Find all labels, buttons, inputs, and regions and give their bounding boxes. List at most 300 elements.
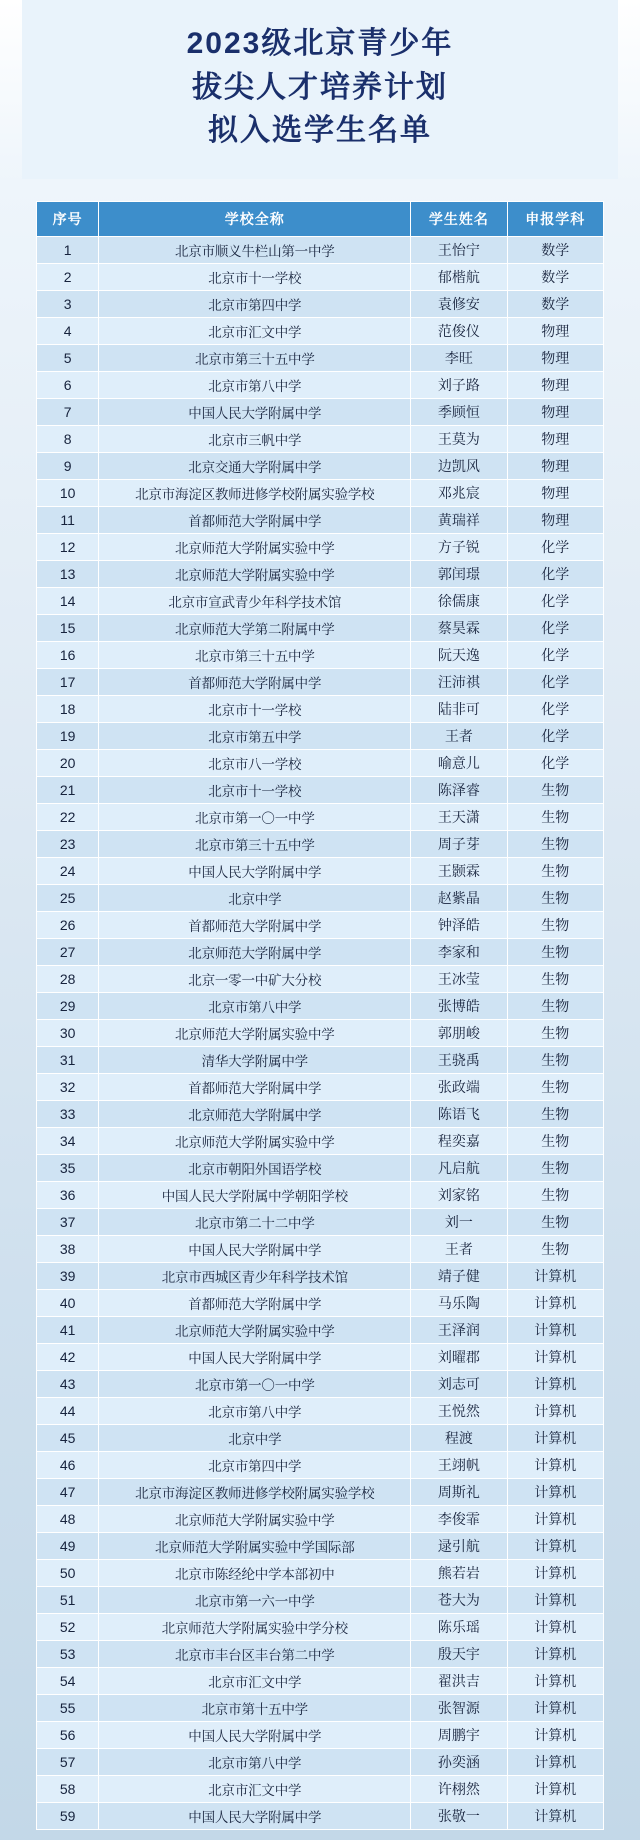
cell-subject: 物理 (507, 506, 603, 533)
cell-subject: 计算机 (507, 1802, 603, 1829)
cell-no: 36 (37, 1181, 99, 1208)
table-row (37, 1721, 604, 1748)
cell-subject: 物理 (507, 425, 603, 452)
cell-school: 北京市十一学校 (99, 263, 411, 290)
cell-subject: 计算机 (507, 1721, 603, 1748)
table-row (37, 506, 604, 533)
cell-school: 中国人民大学附属中学 (99, 1235, 411, 1262)
table-row (37, 479, 604, 506)
cell-subject: 数学 (507, 236, 603, 263)
cell-school: 北京市汇文中学 (99, 317, 411, 344)
cell-subject: 化学 (507, 533, 603, 560)
table-body (37, 236, 604, 1829)
cell-school: 北京师范大学附属实验中学 (99, 560, 411, 587)
table-row (37, 884, 604, 911)
cell-school: 北京师范大学附属实验中学国际部 (99, 1532, 411, 1559)
cell-name: 刘一 (411, 1208, 507, 1235)
cell-no: 19 (37, 722, 99, 749)
cell-name: 王怡宁 (411, 236, 507, 263)
cell-no: 42 (37, 1343, 99, 1370)
cell-subject: 化学 (507, 695, 603, 722)
cell-no: 1 (37, 236, 99, 263)
cell-subject: 生物 (507, 830, 603, 857)
cell-subject: 计算机 (507, 1343, 603, 1370)
cell-no: 14 (37, 587, 99, 614)
table-row (37, 776, 604, 803)
cell-no: 13 (37, 560, 99, 587)
student-list-table-wrapper (36, 201, 604, 1840)
cell-name: 蔡昊霖 (411, 614, 507, 641)
cell-no: 41 (37, 1316, 99, 1343)
cell-school: 北京市海淀区教师进修学校附属实验学校 (99, 479, 411, 506)
cell-school: 北京中学 (99, 1424, 411, 1451)
cell-school: 北京市第四中学 (99, 290, 411, 317)
table-row (37, 1532, 604, 1559)
cell-name: 李家和 (411, 938, 507, 965)
cell-name: 王冰莹 (411, 965, 507, 992)
cell-school: 北京市海淀区教师进修学校附属实验学校 (99, 1478, 411, 1505)
cell-no: 50 (37, 1559, 99, 1586)
cell-name: 张博皓 (411, 992, 507, 1019)
cell-subject: 化学 (507, 722, 603, 749)
table-row (37, 614, 604, 641)
cell-school: 首都师范大学附属中学 (99, 911, 411, 938)
cell-subject: 物理 (507, 479, 603, 506)
cell-subject: 计算机 (507, 1613, 603, 1640)
cell-no: 53 (37, 1640, 99, 1667)
cell-subject: 生物 (507, 857, 603, 884)
title-line-1: 2023级北京青少年 (186, 27, 454, 60)
cell-subject: 计算机 (507, 1424, 603, 1451)
cell-name: 王悦然 (411, 1397, 507, 1424)
cell-no: 33 (37, 1100, 99, 1127)
table-row (37, 1073, 604, 1100)
cell-name: 王骁禹 (411, 1046, 507, 1073)
cell-school: 北京市十一学校 (99, 776, 411, 803)
cell-subject: 计算机 (507, 1505, 603, 1532)
cell-no: 52 (37, 1613, 99, 1640)
table-row (37, 263, 604, 290)
cell-school: 首都师范大学附属中学 (99, 506, 411, 533)
cell-school: 北京市第八中学 (99, 371, 411, 398)
table-row (37, 1019, 604, 1046)
table-row (37, 1667, 604, 1694)
cell-subject: 计算机 (507, 1667, 603, 1694)
table-row (37, 425, 604, 452)
table-row (37, 290, 604, 317)
cell-school: 首都师范大学附属中学 (99, 668, 411, 695)
cell-no: 55 (37, 1694, 99, 1721)
cell-subject: 生物 (507, 776, 603, 803)
cell-subject: 物理 (507, 452, 603, 479)
cell-subject: 化学 (507, 749, 603, 776)
cell-school: 北京交通大学附属中学 (99, 452, 411, 479)
cell-school: 中国人民大学附属中学 (99, 1343, 411, 1370)
cell-school: 北京师范大学附属实验中学分校 (99, 1613, 411, 1640)
column-header-no: 序号 (37, 201, 99, 236)
cell-name: 陈泽睿 (411, 776, 507, 803)
title-card (22, 0, 618, 179)
cell-subject: 生物 (507, 938, 603, 965)
cell-subject: 化学 (507, 668, 603, 695)
table-row (37, 1424, 604, 1451)
cell-school: 北京市第八中学 (99, 992, 411, 1019)
table-row (37, 857, 604, 884)
cell-no: 59 (37, 1802, 99, 1829)
table-row (37, 1370, 604, 1397)
cell-name: 翟洪吉 (411, 1667, 507, 1694)
table-row (37, 749, 604, 776)
table-row (37, 236, 604, 263)
cell-name: 喻意儿 (411, 749, 507, 776)
table-row (37, 938, 604, 965)
cell-name: 程奕嘉 (411, 1127, 507, 1154)
cell-school: 北京市第二十二中学 (99, 1208, 411, 1235)
cell-name: 徐儒康 (411, 587, 507, 614)
cell-subject: 生物 (507, 1154, 603, 1181)
cell-school: 北京市第十五中学 (99, 1694, 411, 1721)
table-row (37, 1316, 604, 1343)
table-row (37, 533, 604, 560)
cell-no: 43 (37, 1370, 99, 1397)
cell-subject: 生物 (507, 911, 603, 938)
cell-subject: 计算机 (507, 1640, 603, 1667)
cell-subject: 生物 (507, 1073, 603, 1100)
cell-no: 37 (37, 1208, 99, 1235)
table-row (37, 1586, 604, 1613)
cell-no: 11 (37, 506, 99, 533)
cell-subject: 计算机 (507, 1397, 603, 1424)
cell-subject: 计算机 (507, 1559, 603, 1586)
cell-subject: 生物 (507, 803, 603, 830)
cell-no: 46 (37, 1451, 99, 1478)
cell-name: 王天潇 (411, 803, 507, 830)
column-header-school: 学校全称 (99, 201, 411, 236)
cell-subject: 计算机 (507, 1316, 603, 1343)
cell-no: 57 (37, 1748, 99, 1775)
cell-no: 5 (37, 344, 99, 371)
cell-school: 中国人民大学附属中学 (99, 857, 411, 884)
cell-school: 北京师范大学附属实验中学 (99, 1316, 411, 1343)
cell-subject: 生物 (507, 1127, 603, 1154)
cell-subject: 物理 (507, 371, 603, 398)
cell-no: 12 (37, 533, 99, 560)
table-row (37, 371, 604, 398)
table-row (37, 1451, 604, 1478)
cell-school: 北京市宣武青少年科学技术馆 (99, 587, 411, 614)
cell-school: 北京市第三十五中学 (99, 641, 411, 668)
cell-subject: 生物 (507, 884, 603, 911)
cell-school: 北京市朝阳外国语学校 (99, 1154, 411, 1181)
cell-name: 靖子健 (411, 1262, 507, 1289)
table-row (37, 1559, 604, 1586)
cell-no: 4 (37, 317, 99, 344)
cell-no: 26 (37, 911, 99, 938)
cell-school: 中国人民大学附属中学朝阳学校 (99, 1181, 411, 1208)
table-row (37, 1613, 604, 1640)
cell-name: 刘志可 (411, 1370, 507, 1397)
cell-school: 北京市西城区青少年科学技术馆 (99, 1262, 411, 1289)
cell-school: 北京市汇文中学 (99, 1667, 411, 1694)
table-row (37, 911, 604, 938)
cell-name: 郭闰璟 (411, 560, 507, 587)
cell-school: 北京师范大学附属实验中学 (99, 1505, 411, 1532)
table-row (37, 452, 604, 479)
cell-school: 首都师范大学附属中学 (99, 1073, 411, 1100)
table-row (37, 1748, 604, 1775)
cell-no: 16 (37, 641, 99, 668)
cell-name: 季顾恒 (411, 398, 507, 425)
cell-school: 北京师范大学附属实验中学 (99, 1127, 411, 1154)
cell-subject: 计算机 (507, 1451, 603, 1478)
cell-no: 56 (37, 1721, 99, 1748)
cell-name: 钟泽皓 (411, 911, 507, 938)
cell-subject: 计算机 (507, 1289, 603, 1316)
table-row (37, 803, 604, 830)
table-row (37, 587, 604, 614)
cell-no: 18 (37, 695, 99, 722)
cell-name: 王泽润 (411, 1316, 507, 1343)
cell-school: 北京市第一六一中学 (99, 1586, 411, 1613)
cell-name: 陆非可 (411, 695, 507, 722)
cell-no: 17 (37, 668, 99, 695)
cell-name: 陈语飞 (411, 1100, 507, 1127)
cell-no: 6 (37, 371, 99, 398)
cell-no: 3 (37, 290, 99, 317)
cell-school: 北京市第五中学 (99, 722, 411, 749)
cell-name: 张智源 (411, 1694, 507, 1721)
cell-name: 邓兆宸 (411, 479, 507, 506)
cell-school: 北京市第三十五中学 (99, 830, 411, 857)
cell-no: 58 (37, 1775, 99, 1802)
cell-subject: 生物 (507, 992, 603, 1019)
cell-no: 51 (37, 1586, 99, 1613)
cell-no: 28 (37, 965, 99, 992)
cell-no: 9 (37, 452, 99, 479)
cell-name: 李俊霏 (411, 1505, 507, 1532)
student-list-table (36, 201, 604, 1830)
cell-no: 29 (37, 992, 99, 1019)
cell-name: 许栩然 (411, 1775, 507, 1802)
table-row (37, 722, 604, 749)
cell-no: 7 (37, 398, 99, 425)
cell-school: 北京师范大学第二附属中学 (99, 614, 411, 641)
cell-name: 王者 (411, 722, 507, 749)
cell-subject: 生物 (507, 1235, 603, 1262)
cell-subject: 生物 (507, 1019, 603, 1046)
cell-no: 35 (37, 1154, 99, 1181)
table-row (37, 641, 604, 668)
cell-subject: 生物 (507, 1208, 603, 1235)
table-row (37, 1478, 604, 1505)
column-header-student-name: 学生姓名 (411, 201, 507, 236)
cell-name: 马乐陶 (411, 1289, 507, 1316)
cell-no: 44 (37, 1397, 99, 1424)
cell-name: 苍大为 (411, 1586, 507, 1613)
cell-school: 北京一零一中矿大分校 (99, 965, 411, 992)
cell-subject: 计算机 (507, 1262, 603, 1289)
cell-name: 凡启航 (411, 1154, 507, 1181)
table-row (37, 1289, 604, 1316)
cell-subject: 数学 (507, 263, 603, 290)
table-row (37, 317, 604, 344)
cell-subject: 化学 (507, 587, 603, 614)
cell-subject: 化学 (507, 641, 603, 668)
cell-school: 北京市丰台区丰台第二中学 (99, 1640, 411, 1667)
table-row (37, 398, 604, 425)
cell-no: 45 (37, 1424, 99, 1451)
table-row (37, 1694, 604, 1721)
cell-subject: 计算机 (507, 1775, 603, 1802)
title-line-3: 拟入选学生名单 (208, 114, 432, 147)
cell-name: 张敬一 (411, 1802, 507, 1829)
cell-name: 孙奕涵 (411, 1748, 507, 1775)
cell-no: 34 (37, 1127, 99, 1154)
table-row (37, 1397, 604, 1424)
table-row (37, 830, 604, 857)
cell-subject: 计算机 (507, 1694, 603, 1721)
table-row (37, 1802, 604, 1829)
cell-subject: 生物 (507, 1046, 603, 1073)
cell-school: 北京市陈经纶中学本部初中 (99, 1559, 411, 1586)
cell-no: 27 (37, 938, 99, 965)
cell-no: 49 (37, 1532, 99, 1559)
cell-no: 30 (37, 1019, 99, 1046)
table-row (37, 992, 604, 1019)
cell-subject: 物理 (507, 398, 603, 425)
table-row (37, 1208, 604, 1235)
cell-no: 25 (37, 884, 99, 911)
cell-school: 清华大学附属中学 (99, 1046, 411, 1073)
cell-no: 23 (37, 830, 99, 857)
cell-name: 熊若岩 (411, 1559, 507, 1586)
cell-no: 8 (37, 425, 99, 452)
cell-name: 郁楷航 (411, 263, 507, 290)
cell-school: 北京市第八中学 (99, 1397, 411, 1424)
table-row (37, 1640, 604, 1667)
cell-name: 刘子路 (411, 371, 507, 398)
cell-name: 袁修安 (411, 290, 507, 317)
cell-name: 王者 (411, 1235, 507, 1262)
cell-no: 31 (37, 1046, 99, 1073)
cell-name: 殷天宇 (411, 1640, 507, 1667)
cell-no: 21 (37, 776, 99, 803)
cell-no: 32 (37, 1073, 99, 1100)
cell-name: 郭朋峻 (411, 1019, 507, 1046)
cell-no: 48 (37, 1505, 99, 1532)
cell-no: 38 (37, 1235, 99, 1262)
cell-school: 北京市顺义牛栏山第一中学 (99, 236, 411, 263)
cell-name: 陈乐瑶 (411, 1613, 507, 1640)
cell-no: 20 (37, 749, 99, 776)
cell-no: 24 (37, 857, 99, 884)
cell-no: 54 (37, 1667, 99, 1694)
cell-name: 黄瑞祥 (411, 506, 507, 533)
table-row (37, 560, 604, 587)
cell-subject: 计算机 (507, 1748, 603, 1775)
cell-school: 北京市第四中学 (99, 1451, 411, 1478)
table-row (37, 965, 604, 992)
cell-no: 39 (37, 1262, 99, 1289)
table-row (37, 1181, 604, 1208)
cell-name: 阮天逸 (411, 641, 507, 668)
cell-school: 北京市第一〇一中学 (99, 1370, 411, 1397)
cell-school: 北京市八一学校 (99, 749, 411, 776)
cell-name: 王翊帆 (411, 1451, 507, 1478)
cell-no: 47 (37, 1478, 99, 1505)
cell-name: 王颢霖 (411, 857, 507, 884)
cell-school: 北京师范大学附属中学 (99, 1100, 411, 1127)
cell-name: 范俊仪 (411, 317, 507, 344)
table-row (37, 1046, 604, 1073)
cell-school: 北京市十一学校 (99, 695, 411, 722)
cell-name: 张政端 (411, 1073, 507, 1100)
cell-subject: 计算机 (507, 1478, 603, 1505)
table-row (37, 668, 604, 695)
table-row (37, 1100, 604, 1127)
column-header-subject: 申报学科 (507, 201, 603, 236)
cell-school: 北京师范大学附属中学 (99, 938, 411, 965)
cell-school: 北京师范大学附属实验中学 (99, 1019, 411, 1046)
table-header-row (37, 201, 604, 236)
cell-no: 10 (37, 479, 99, 506)
table-row (37, 1505, 604, 1532)
table-header (37, 201, 604, 236)
cell-name: 李旺 (411, 344, 507, 371)
cell-school: 中国人民大学附属中学 (99, 1721, 411, 1748)
cell-subject: 物理 (507, 344, 603, 371)
cell-school: 北京市汇文中学 (99, 1775, 411, 1802)
cell-name: 汪沛祺 (411, 668, 507, 695)
cell-school: 北京市第八中学 (99, 1748, 411, 1775)
cell-name: 方子锐 (411, 533, 507, 560)
table-row (37, 344, 604, 371)
table-row (37, 1343, 604, 1370)
cell-subject: 生物 (507, 1181, 603, 1208)
table-row (37, 695, 604, 722)
cell-no: 40 (37, 1289, 99, 1316)
table-row (37, 1235, 604, 1262)
cell-subject: 物理 (507, 317, 603, 344)
cell-name: 刘家铭 (411, 1181, 507, 1208)
cell-name: 逯引航 (411, 1532, 507, 1559)
cell-school: 北京市第三十五中学 (99, 344, 411, 371)
cell-name: 刘曜郡 (411, 1343, 507, 1370)
cell-no: 15 (37, 614, 99, 641)
cell-name: 周子芽 (411, 830, 507, 857)
cell-subject: 计算机 (507, 1370, 603, 1397)
cell-no: 22 (37, 803, 99, 830)
cell-school: 首都师范大学附属中学 (99, 1289, 411, 1316)
cell-subject: 化学 (507, 614, 603, 641)
cell-name: 周斯礼 (411, 1478, 507, 1505)
table-row (37, 1775, 604, 1802)
table-row (37, 1262, 604, 1289)
title-line-2: 拔尖人才培养计划 (192, 70, 448, 104)
cell-name: 边凯风 (411, 452, 507, 479)
cell-name: 王莫为 (411, 425, 507, 452)
cell-subject: 计算机 (507, 1586, 603, 1613)
cell-school: 北京市第一〇一中学 (99, 803, 411, 830)
cell-subject: 生物 (507, 965, 603, 992)
cell-subject: 计算机 (507, 1532, 603, 1559)
table-row (37, 1127, 604, 1154)
cell-subject: 生物 (507, 1100, 603, 1127)
cell-school: 中国人民大学附属中学 (99, 398, 411, 425)
cell-subject: 数学 (507, 290, 603, 317)
cell-name: 程渡 (411, 1424, 507, 1451)
cell-school: 北京市三帆中学 (99, 425, 411, 452)
